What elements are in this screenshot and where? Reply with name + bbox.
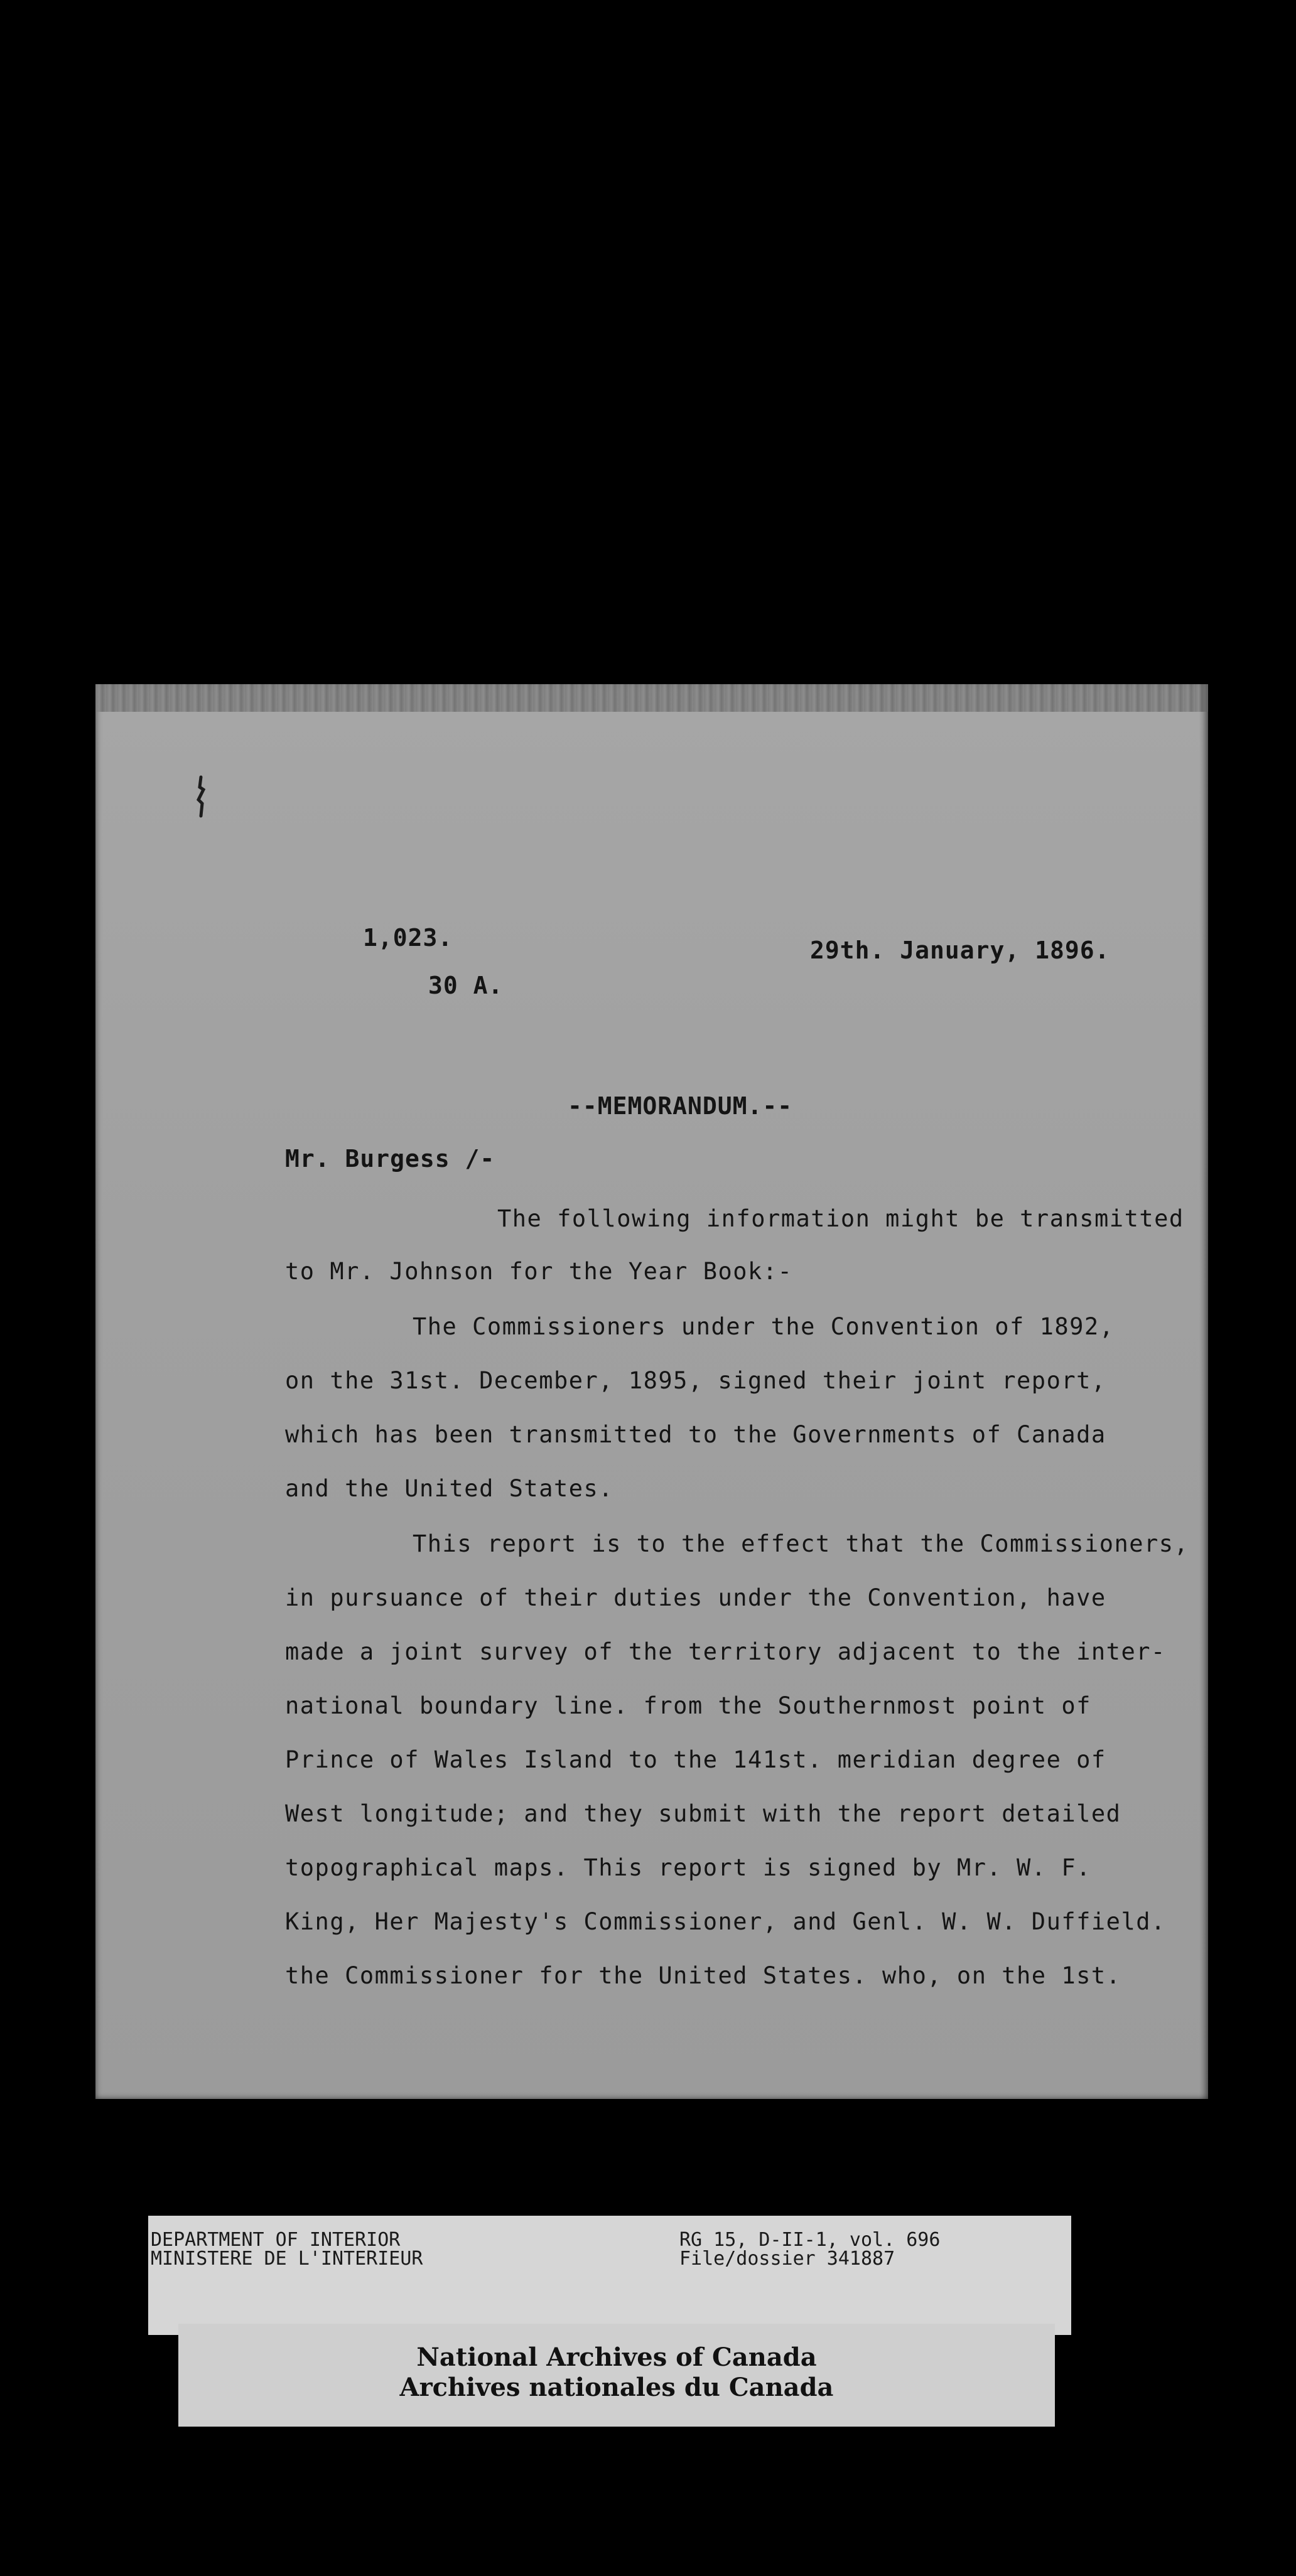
archive-name-label	[178, 2324, 1055, 2427]
memo-date: 29th. January, 1896.	[810, 936, 1110, 964]
memo-addressee: Mr. Burgess /-	[285, 1145, 495, 1173]
body-line: and the United States.	[285, 1475, 614, 1502]
body-line: the Commissioner for the United States. who, on the 1st.	[285, 1962, 1121, 1989]
body-line: West longitude; and they submit with the report detailed	[285, 1800, 1121, 1827]
page-top-edge	[95, 684, 1208, 712]
reference-sub-number: 30 A.	[428, 972, 504, 999]
page-edge-shadow	[1199, 684, 1208, 2099]
archive-reference-label	[148, 2216, 1071, 2335]
body-line: This report is to the effect that the Commissioners,	[413, 1530, 1189, 1557]
body-line: which has been transmitted to the Governments of Canada	[285, 1421, 1106, 1448]
body-line: in pursuance of their duties under the Convention, have	[285, 1584, 1106, 1611]
body-line: made a joint survey of the territory adjacent to the inter-	[285, 1638, 1166, 1665]
body-line: The following information might be transmitted	[497, 1205, 1184, 1232]
body-line: topographical maps. This report is signed by Mr. W. F.	[285, 1854, 1091, 1881]
body-line: The Commissioners under the Convention of 1892,	[413, 1313, 1115, 1340]
document-page	[95, 684, 1208, 2099]
archive-name-english: National Archives of Canada	[416, 2343, 817, 2372]
body-line: King, Her Majesty's Commissioner, and Genl. W. W. Duffield.	[285, 1908, 1166, 1935]
department-french: MINISTERE DE L'INTERIEUR	[151, 2248, 423, 2270]
archive-name-french: Archives nationales du Canada	[399, 2373, 834, 2402]
reference-number: 1,023.	[363, 924, 453, 952]
body-line: national boundary line. from the Southernmost point of	[285, 1692, 1091, 1719]
memo-heading: --MEMORANDUM.--	[568, 1092, 793, 1120]
file-number: File/dossier 341887	[679, 2248, 895, 2270]
body-line: to Mr. Johnson for the Year Book:-	[285, 1258, 793, 1285]
body-line: on the 31st. December, 1895, signed their joint report,	[285, 1367, 1106, 1394]
department-english: DEPARTMENT OF INTERIOR	[151, 2229, 401, 2251]
record-group-reference: RG 15, D-II-1, vol. 696	[679, 2229, 941, 2251]
pencil-mark-icon	[193, 775, 212, 818]
body-line: Prince of Wales Island to the 141st. meridian degree of	[285, 1746, 1106, 1773]
